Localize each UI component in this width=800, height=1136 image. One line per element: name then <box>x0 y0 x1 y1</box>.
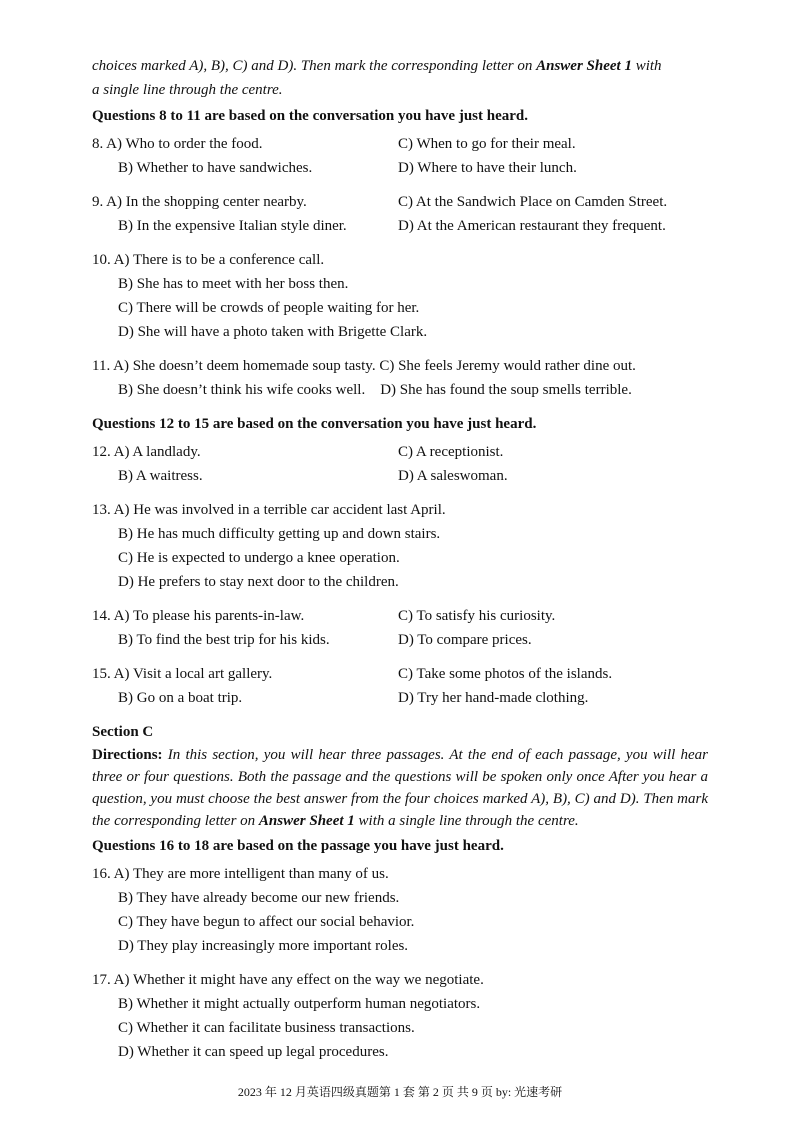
question-14 <box>92 604 708 652</box>
option-9d: D) At the American restaurant they frequent. <box>398 218 666 234</box>
option-17a: 17. A) Whether it might have any effect on the way we negotiate. <box>92 972 484 988</box>
option-13c: C) He is expected to undergo a knee operation. <box>118 550 400 566</box>
option-15b: B) Go on a boat trip. <box>118 690 243 706</box>
option-8b: B) Whether to have sandwiches. <box>118 160 313 176</box>
option-8c: C) When to go for their meal. <box>398 136 576 152</box>
page-footer: 2023 年 12 月英语四级真题第 1 套 第 2 页 共 9 页 by: 光速考研 <box>237 1085 563 1099</box>
question-9 <box>92 190 708 238</box>
option-16d: D) They play increasingly more important roles. <box>118 938 409 954</box>
option-10a: 10. A) There is to be a conference call. <box>92 252 325 268</box>
question-17 <box>92 968 708 1064</box>
option-10c: C) There will be crowds of people waiting for her. <box>118 300 420 316</box>
option-15c: C) Take some photos of the islands. <box>398 666 613 682</box>
option-10d: D) She will have a photo taken with Brigette Clark. <box>118 324 428 340</box>
option-9c: C) At the Sandwich Place on Camden Street. <box>398 194 668 210</box>
option-11bd: B) She doesn’t think his wife cooks well. D) She has found the soup smells terrible. <box>118 382 632 398</box>
page-content <box>92 54 708 1064</box>
group-heading-8-11: Questions 8 to 11 are based on the conversation you have just heard. <box>92 108 528 124</box>
question-8 <box>92 132 708 180</box>
option-10b: B) She has to meet with her boss then. <box>118 276 349 292</box>
question-11 <box>92 354 708 402</box>
option-14d: D) To compare prices. <box>398 632 532 648</box>
option-15d: D) Try her hand-made clothing. <box>398 690 589 706</box>
option-14c: C) To satisfy his curiosity. <box>398 608 556 624</box>
intro-text-b: with <box>631 58 662 74</box>
question-12 <box>92 440 708 488</box>
intro-directions <box>92 54 708 102</box>
option-14a: 14. A) To please his parents-in-law. <box>92 608 305 624</box>
option-17c: C) Whether it can facilitate business transactions. <box>118 1020 415 1036</box>
option-9a: 9. A) In the shopping center nearby. <box>92 194 307 210</box>
group-heading-12-15: Questions 12 to 15 are based on the conversation you have just heard. <box>92 416 537 432</box>
section-c-directions <box>92 744 708 832</box>
question-16 <box>92 862 708 958</box>
option-12a: 12. A) A landlady. <box>92 444 201 460</box>
section-c-title: Section C <box>92 724 154 740</box>
option-13a: 13. A) He was involved in a terrible car accident last April. <box>92 502 446 518</box>
option-17b: B) Whether it might actually outperform human negotiators. <box>118 996 481 1012</box>
intro-text-a: choices marked A), B), C) and D). Then mark the corresponding letter on <box>92 58 537 74</box>
answer-sheet-label: Answer Sheet 1 <box>536 58 632 74</box>
option-9b: B) In the expensive Italian style diner. <box>118 218 347 234</box>
directions-text-b: with a single line through the centre. <box>354 813 579 829</box>
answer-sheet-label-c: Answer Sheet 1 <box>258 813 355 829</box>
question-15 <box>92 662 708 710</box>
option-12b: B) A waitress. <box>118 468 203 484</box>
question-13 <box>92 498 708 594</box>
option-13b: B) He has much difficulty getting up and down stairs. <box>118 526 441 542</box>
option-8a: 8. A) Who to order the food. <box>92 136 263 152</box>
option-11ac: 11. A) She doesn’t deem homemade soup tasty. C) She feels Jeremy would rather dine out. <box>92 358 636 374</box>
option-16b: B) They have already become our new friends. <box>118 890 400 906</box>
option-14b: B) To find the best trip for his kids. <box>118 632 330 648</box>
option-16c: C) They have begun to affect our social behavior. <box>118 914 415 930</box>
intro-text-c: a single line through the centre. <box>92 82 283 98</box>
directions-label: Directions: <box>92 747 163 763</box>
option-8d: D) Where to have their lunch. <box>398 160 577 176</box>
group-heading-16-18: Questions 16 to 18 are based on the passage you have just heard. <box>92 838 504 854</box>
option-16a: 16. A) They are more intelligent than many of us. <box>92 866 389 882</box>
option-17d: D) Whether it can speed up legal procedures. <box>118 1044 389 1060</box>
option-13d: D) He prefers to stay next door to the children. <box>118 574 399 590</box>
directions-text-a: In this section, you will hear three passages. At the end of each passage, you will hear three or four questions. Both the passage and the questions will be spoken only once After you hear a question, you must choose the best answer from the four choices marked A), B), C) and D). Then mark the corresponding letter on <box>92 747 708 829</box>
option-15a: 15. A) Visit a local art gallery. <box>92 666 273 682</box>
question-10 <box>92 248 708 344</box>
option-12d: D) A saleswoman. <box>398 468 508 484</box>
option-12c: C) A receptionist. <box>398 444 504 460</box>
